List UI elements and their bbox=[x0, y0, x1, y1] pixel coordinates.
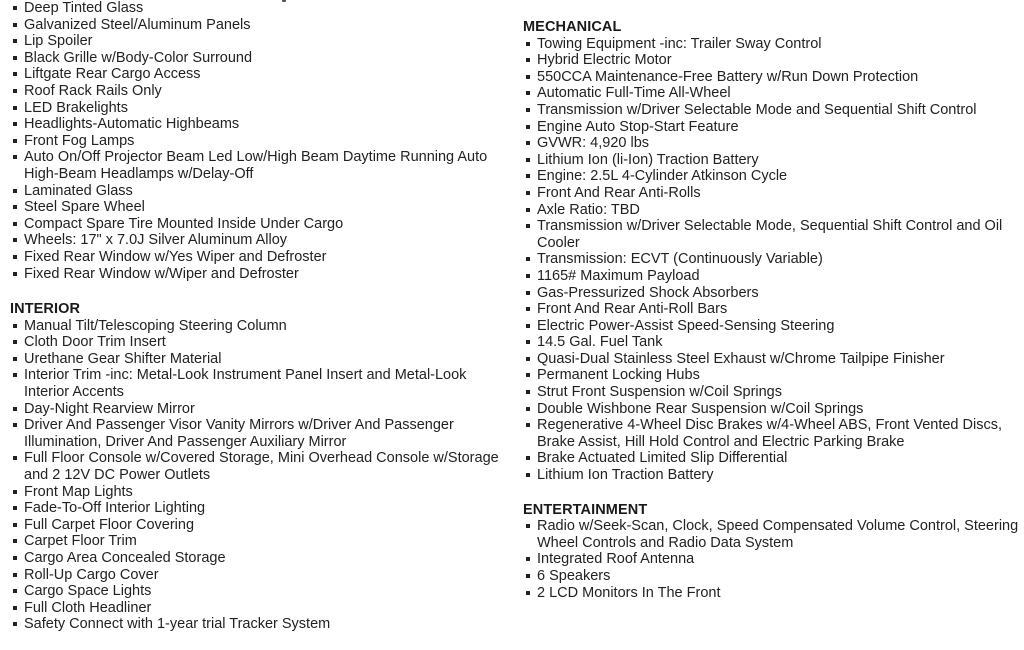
spec-item-text: Black Grille w/Body-Color Surround bbox=[24, 49, 253, 66]
square-bullet-icon bbox=[13, 6, 17, 10]
square-bullet-icon bbox=[526, 291, 530, 295]
spec-item-text: Engine: 2.5L 4-Cylinder Atkinson Cycle bbox=[537, 168, 788, 185]
spec-item-text: Headlights-Automatic Highbeams bbox=[24, 116, 240, 133]
square-bullet-icon bbox=[13, 155, 17, 159]
spec-item-text: Axle Ratio: TBD bbox=[537, 201, 640, 218]
spec-item-text: Transmission w/Driver Selectable Mode, Sequential Shift Control and Oil Cooler bbox=[537, 218, 1003, 251]
spec-list-item bbox=[10, 199, 510, 216]
square-bullet-icon bbox=[13, 622, 17, 626]
spec-item-text: Driver And Passenger Visor Vanity Mirrors w/Driver And Passenger Illumination, Driver And Passenger Auxiliary Mirror bbox=[24, 417, 454, 450]
spec-list-item bbox=[10, 417, 510, 450]
square-bullet-icon bbox=[13, 523, 17, 527]
square-bullet-icon bbox=[13, 39, 17, 43]
spec-list-item bbox=[10, 567, 510, 584]
spec-item-text: Transmission w/Driver Selectable Mode and Sequential Shift Control bbox=[537, 101, 977, 118]
square-bullet-icon bbox=[526, 75, 530, 79]
square-bullet-icon bbox=[526, 174, 530, 178]
spec-item-text: Auto On/Off Projector Beam Led Low/High Beam Daytime Running Auto High-Beam Headlamps w/Delay-Off bbox=[24, 149, 488, 182]
spec-list-item bbox=[523, 85, 1019, 102]
spec-item-text: Front And Rear Anti-Roll Bars bbox=[537, 301, 728, 318]
spec-list-item bbox=[10, 17, 510, 34]
spec-item-text: Day-Night Rearview Mirror bbox=[24, 400, 195, 417]
square-bullet-icon bbox=[526, 224, 530, 228]
spec-list-item bbox=[523, 69, 1019, 86]
square-bullet-icon bbox=[13, 340, 17, 344]
spec-list-item bbox=[523, 551, 1019, 568]
spec-item-text: Liftgate Rear Cargo Access bbox=[24, 66, 201, 83]
square-bullet-icon bbox=[13, 407, 17, 411]
square-bullet-icon bbox=[526, 390, 530, 394]
square-bullet-icon bbox=[13, 456, 17, 460]
spec-item-text: Deep Tinted Glass bbox=[24, 0, 144, 16]
spec-list-item bbox=[10, 100, 510, 117]
spec-list-item bbox=[10, 583, 510, 600]
spec-item-text: Gas-Pressurized Shock Absorbers bbox=[537, 284, 759, 301]
square-bullet-icon bbox=[13, 255, 17, 259]
spec-list-item bbox=[523, 301, 1019, 318]
spec-list-item bbox=[523, 518, 1019, 551]
spec-list-item bbox=[523, 384, 1019, 401]
square-bullet-icon bbox=[526, 557, 530, 561]
spec-list-item bbox=[10, 266, 510, 283]
square-bullet-icon bbox=[13, 606, 17, 610]
spec-item-text: Full Cloth Headliner bbox=[24, 599, 152, 616]
square-bullet-icon bbox=[526, 42, 530, 46]
spec-item-text: Carpet Floor Trim bbox=[24, 533, 137, 550]
square-bullet-icon bbox=[13, 589, 17, 593]
square-bullet-icon bbox=[526, 191, 530, 195]
right-column bbox=[523, 0, 1019, 601]
exterior-list bbox=[10, 0, 510, 282]
square-bullet-icon bbox=[13, 324, 17, 328]
spec-item-text: Strut Front Suspension w/Coil Springs bbox=[537, 384, 782, 401]
square-bullet-icon bbox=[13, 539, 17, 543]
spec-item-text: Radio w/Seek-Scan, Clock, Speed Compensated Volume Control, Steering Wheel Controls and Radio Data System bbox=[537, 518, 1019, 551]
square-bullet-icon bbox=[526, 307, 530, 311]
spec-list-item bbox=[10, 116, 510, 133]
spec-item-text: Fade-To-Off Interior Lighting bbox=[24, 500, 206, 517]
spec-list-item bbox=[10, 484, 510, 501]
spec-item-text: Fixed Rear Window w/Wiper and Defroster bbox=[24, 265, 299, 282]
spec-list-item bbox=[523, 202, 1019, 219]
square-bullet-icon bbox=[13, 56, 17, 60]
square-bullet-icon bbox=[13, 23, 17, 27]
square-bullet-icon bbox=[526, 58, 530, 62]
spec-list-item bbox=[523, 135, 1019, 152]
spec-item-text: Wheels: 17" x 7.0J Silver Aluminum Alloy bbox=[24, 232, 288, 249]
square-bullet-icon bbox=[526, 473, 530, 477]
spec-list-item bbox=[10, 0, 510, 17]
spec-list-item bbox=[10, 334, 510, 351]
spec-item-text: Compact Spare Tire Mounted Inside Under Cargo bbox=[24, 215, 344, 232]
spec-list-item bbox=[523, 351, 1019, 368]
spec-list-item bbox=[10, 533, 510, 550]
spec-list-item bbox=[10, 83, 510, 100]
spec-item-text: Urethane Gear Shifter Material bbox=[24, 350, 222, 367]
square-bullet-icon bbox=[526, 373, 530, 377]
spec-item-text: Cloth Door Trim Insert bbox=[24, 334, 166, 351]
spec-list-item bbox=[10, 33, 510, 50]
square-bullet-icon bbox=[526, 125, 530, 129]
spec-list-item bbox=[10, 50, 510, 67]
entertainment-heading: ENTERTAINMENT bbox=[523, 501, 648, 518]
interior-list bbox=[10, 318, 510, 633]
square-bullet-icon bbox=[526, 524, 530, 528]
spec-list-item bbox=[523, 185, 1019, 202]
spec-item-text: Automatic Full-Time All-Wheel bbox=[537, 85, 731, 102]
spec-item-text: Transmission: ECVT (Continuously Variable) bbox=[537, 251, 823, 268]
spec-list-item bbox=[10, 351, 510, 368]
spec-list-item bbox=[10, 66, 510, 83]
square-bullet-icon bbox=[13, 272, 17, 276]
spec-item-text: Front And Rear Anti-Rolls bbox=[537, 184, 701, 201]
spec-item-text: Hybrid Electric Motor bbox=[537, 52, 672, 69]
spec-list-item bbox=[10, 616, 510, 633]
spec-list-item bbox=[523, 568, 1019, 585]
spec-item-text: Full Floor Console w/Covered Storage, Mini Overhead Console w/Storage and 2 12V DC Power Outlets bbox=[24, 450, 499, 484]
spec-item-text: Safety Connect with 1-year trial Tracker System bbox=[24, 616, 331, 633]
spec-item-text: Brake Actuated Limited Slip Differential bbox=[537, 450, 788, 467]
spec-item-text: Front Fog Lamps bbox=[24, 132, 135, 149]
spec-list-item bbox=[10, 249, 510, 266]
spec-item-text: Quasi-Dual Stainless Steel Exhaust w/Chrome Tailpipe Finisher bbox=[537, 350, 945, 367]
square-bullet-icon bbox=[526, 324, 530, 328]
spec-list-item bbox=[10, 450, 510, 483]
spec-list-item bbox=[523, 102, 1019, 119]
spec-item-text: Front Map Lights bbox=[24, 483, 133, 500]
spec-item-text: Double Wishbone Rear Suspension w/Coil Springs bbox=[537, 400, 864, 417]
entertainment-list bbox=[523, 518, 1019, 601]
square-bullet-icon bbox=[13, 556, 17, 560]
spec-list-item bbox=[10, 232, 510, 249]
spec-list-item bbox=[10, 600, 510, 617]
spec-item-text: Integrated Roof Antenna bbox=[537, 551, 695, 568]
spec-list-item bbox=[523, 285, 1019, 302]
spec-list-item bbox=[10, 517, 510, 534]
spec-list-item bbox=[10, 367, 510, 400]
spec-list-item bbox=[523, 467, 1019, 484]
square-bullet-icon bbox=[13, 238, 17, 242]
spec-list-item bbox=[10, 401, 510, 418]
spec-item-text: 14.5 Gal. Fuel Tank bbox=[537, 334, 663, 351]
square-bullet-icon bbox=[13, 89, 17, 93]
spec-list-item bbox=[10, 216, 510, 233]
spec-item-text: Manual Tilt/Telescoping Steering Column bbox=[24, 317, 287, 334]
square-bullet-icon bbox=[13, 122, 17, 126]
square-bullet-icon bbox=[13, 205, 17, 209]
spec-list-item bbox=[523, 251, 1019, 268]
spec-item-text: Cargo Space Lights bbox=[24, 583, 152, 600]
spec-item-text: Lip Spoiler bbox=[24, 33, 93, 50]
square-bullet-icon bbox=[526, 574, 530, 578]
square-bullet-icon bbox=[13, 490, 17, 494]
spec-list-item bbox=[523, 152, 1019, 169]
spec-list-item bbox=[523, 218, 1019, 251]
square-bullet-icon bbox=[526, 423, 530, 427]
square-bullet-icon bbox=[13, 506, 17, 510]
square-bullet-icon bbox=[13, 573, 17, 577]
spec-item-text: Roof Rack Rails Only bbox=[24, 82, 162, 99]
square-bullet-icon bbox=[526, 141, 530, 145]
spec-item-text: Roll-Up Cargo Cover bbox=[24, 566, 159, 583]
square-bullet-icon bbox=[13, 357, 17, 361]
square-bullet-icon bbox=[526, 274, 530, 278]
square-bullet-icon bbox=[13, 106, 17, 110]
spec-list-item bbox=[523, 268, 1019, 285]
spec-item-text: Interior Trim -inc: Metal-Look Instrument Panel Insert and Metal-Look Interior Accents bbox=[24, 367, 467, 401]
spec-item-text: 550CCA Maintenance-Free Battery w/Run Down Protection bbox=[537, 68, 919, 85]
square-bullet-icon bbox=[13, 222, 17, 226]
spec-item-text: Laminated Glass bbox=[24, 182, 133, 199]
spec-list-item bbox=[523, 36, 1019, 53]
square-bullet-icon bbox=[526, 257, 530, 261]
spec-item-text: Cargo Area Concealed Storage bbox=[24, 550, 226, 566]
spec-list-item bbox=[523, 585, 1019, 602]
spec-list-item bbox=[10, 133, 510, 150]
square-bullet-icon bbox=[13, 139, 17, 143]
spec-item-text: Engine Auto Stop-Start Feature bbox=[537, 118, 739, 135]
square-bullet-icon bbox=[526, 407, 530, 411]
square-bullet-icon bbox=[526, 208, 530, 212]
spec-item-text: Electric Power-Assist Speed-Sensing Steering bbox=[537, 317, 835, 334]
mechanical-heading: MECHANICAL bbox=[523, 19, 622, 35]
spec-list-item bbox=[10, 183, 510, 200]
square-bullet-icon bbox=[526, 340, 530, 344]
spec-list-item bbox=[523, 318, 1019, 335]
spec-item-text: GVWR: 4,920 lbs bbox=[537, 135, 650, 152]
spec-item-text: LED Brakelights bbox=[24, 99, 128, 116]
spec-item-text: Galvanized Steel/Aluminum Panels bbox=[24, 16, 251, 33]
square-bullet-icon bbox=[13, 373, 17, 377]
square-bullet-icon bbox=[13, 423, 17, 427]
square-bullet-icon bbox=[526, 108, 530, 112]
spec-item-text: Permanent Locking Hubs bbox=[537, 367, 700, 384]
spec-list-item bbox=[523, 52, 1019, 69]
spec-item-text: 1165# Maximum Payload bbox=[537, 267, 700, 284]
spec-list-item bbox=[523, 119, 1019, 136]
spec-item-text: Regenerative 4-Wheel Disc Brakes w/4-Wheel ABS, Front Vented Discs, Brake Assist, Hill Hold Control and Electric Parking Brake bbox=[537, 417, 1002, 450]
spec-list-item bbox=[10, 149, 510, 182]
spec-item-text: Lithium Ion (li-Ion) Traction Battery bbox=[537, 151, 759, 168]
mechanical-list bbox=[523, 36, 1019, 484]
spec-list-item bbox=[523, 417, 1019, 450]
spec-list-item bbox=[523, 401, 1019, 418]
interior-heading: INTERIOR bbox=[10, 301, 81, 318]
spec-list-item bbox=[523, 367, 1019, 384]
spec-item-text: Full Carpet Floor Covering bbox=[24, 516, 195, 533]
square-bullet-icon bbox=[526, 591, 530, 595]
square-bullet-icon bbox=[13, 72, 17, 76]
spec-item-text: 2 LCD Monitors In The Front bbox=[537, 584, 721, 601]
spec-item-text: Steel Spare Wheel bbox=[24, 199, 145, 216]
spec-item-text: Towing Equipment -inc: Trailer Sway Control bbox=[537, 35, 822, 52]
spec-item-text: Lithium Ion Traction Battery bbox=[537, 467, 714, 484]
left-column bbox=[10, 0, 510, 633]
square-bullet-icon bbox=[526, 158, 530, 162]
square-bullet-icon bbox=[526, 456, 530, 460]
spec-list-item bbox=[10, 550, 510, 567]
spec-item-text: 6 Speakers bbox=[537, 568, 611, 584]
square-bullet-icon bbox=[526, 91, 530, 95]
spec-list-item bbox=[523, 450, 1019, 467]
square-bullet-icon bbox=[13, 189, 17, 193]
spec-list-item bbox=[523, 334, 1019, 351]
spec-list-item bbox=[10, 500, 510, 517]
square-bullet-icon bbox=[526, 357, 530, 361]
spec-list-item bbox=[523, 168, 1019, 185]
spec-list-item bbox=[10, 318, 510, 335]
spec-item-text: Fixed Rear Window w/Yes Wiper and Defroster bbox=[24, 248, 327, 265]
